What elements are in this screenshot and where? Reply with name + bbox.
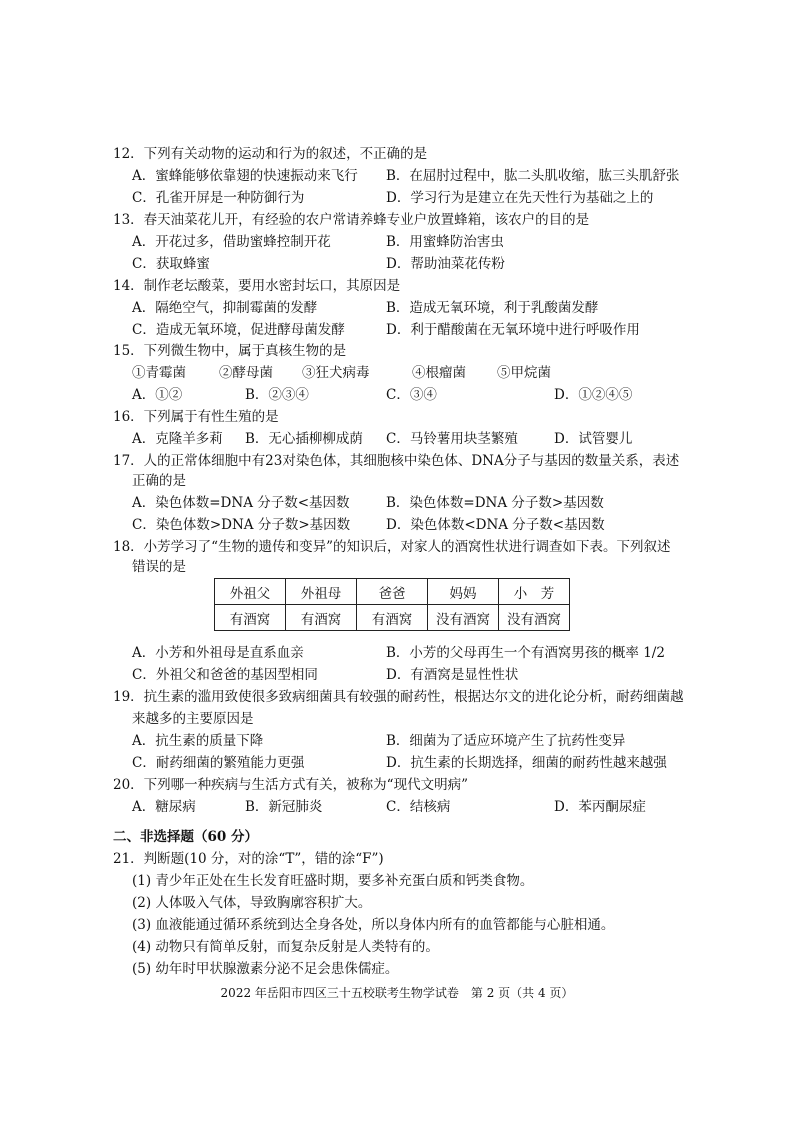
q20-option-d: D．苯丙酮尿症 <box>554 799 646 815</box>
q14-option-d: D．利于醋酸菌在无氧环境中进行呼吸作用 <box>386 322 640 338</box>
q19-stem-line1: 19．抗生素的滥用致使很多致病细菌具有较强的耐药性，根据达尔文的进化论分析，耐药细菌越 <box>113 689 684 705</box>
q17-option-a: A．染色体数=DNA 分子数<基因数 <box>132 495 350 511</box>
page-footer: 2022 年岳阳市四区三十五校联考生物学试卷 第 2 页（共 4 页） <box>220 986 574 1000</box>
q13-option-a: A．开花过多，借助蜜蜂控制开花 <box>132 234 331 250</box>
table-header-cell: 小 芳 <box>499 579 570 605</box>
q15-option-d: D．①②④⑤ <box>554 387 633 403</box>
q21-item-2: (2) 人体吸入气体，导致胸廓容积扩大。 <box>132 895 372 911</box>
q14-option-a: A．隔绝空气，抑制霉菌的发酵 <box>132 300 318 316</box>
table-cell: 有酒窝 <box>357 605 428 631</box>
q20-option-b: B．新冠肺炎 <box>245 799 323 815</box>
q17-stem-line1: 17．人的正常体细胞中有23对染色体，其细胞核中染色体、DNA分子与基因的数量关系，表述 <box>113 453 680 469</box>
q16-stem: 16．下列属于有性生殖的是 <box>113 409 279 425</box>
q14-option-c: C．造成无氧环境，促进酵母菌发酵 <box>132 322 345 338</box>
table-header-cell: 爸爸 <box>357 579 428 605</box>
q13-option-d: D．帮助油菜花传粉 <box>386 256 505 272</box>
q17-stem-line2: 正确的是 <box>132 473 186 489</box>
q18-stem-line1: 18．小芳学习了“生物的遗传和变异”的知识后，对家人的酒窝性状进行调查如下表。下列叙述 <box>113 539 671 555</box>
table-cell: 没有酒窝 <box>428 605 499 631</box>
table-cell: 没有酒窝 <box>499 605 570 631</box>
q20-option-a: A．糖尿病 <box>132 799 196 815</box>
q17-option-d: D．染色体数<DNA 分子数<基因数 <box>386 517 605 533</box>
q21-item-1: (1) 青少年正处在生长发育旺盛时期，要多补充蛋白质和钙类食物。 <box>132 873 534 889</box>
q12-option-c: C．孔雀开屏是一种防御行为 <box>132 190 305 206</box>
q21-item-3: (3) 血液能通过循环系统到达全身各处，所以身体内所有的血管都能与心脏相通。 <box>132 917 615 933</box>
q12-stem: 12．下列有关动物的运动和行为的叙述，不正确的是 <box>113 146 428 162</box>
table-cell: 有酒窝 <box>215 605 286 631</box>
q16-option-c: C．马铃薯用块茎繁殖 <box>386 431 518 447</box>
q19-option-c: C．耐药细菌的繁殖能力更强 <box>132 755 305 771</box>
q16-option-b: B．无心插柳柳成荫 <box>245 431 363 447</box>
q15-option-b: B．②③④ <box>245 387 309 403</box>
q17-option-b: B．染色体数=DNA 分子数>基因数 <box>386 495 604 511</box>
table-header-row <box>215 579 570 605</box>
q20-option-c: C．结核病 <box>386 799 451 815</box>
q21-item-4: (4) 动物只有简单反射，而复杂反射是人类特有的。 <box>132 939 439 955</box>
q15-item-3: ③狂犬病毒 <box>302 365 370 381</box>
q18-option-d: D．有酒窝是显性性状 <box>386 667 519 683</box>
q21-item-5: (5) 幼年时甲状腺激素分泌不足会患侏儒症。 <box>132 961 399 977</box>
q15-item-1: ①青霉菌 <box>132 365 186 381</box>
table-header-cell: 妈妈 <box>428 579 499 605</box>
q15-stem: 15．下列微生物中，属于真核生物的是 <box>113 343 347 359</box>
q13-option-c: C．获取蜂蜜 <box>132 256 210 272</box>
q13-option-b: B．用蜜蜂防治害虫 <box>386 234 504 250</box>
q15-option-c: C．③④ <box>386 387 437 403</box>
table-cell: 有酒窝 <box>286 605 357 631</box>
table-header-cell: 外祖父 <box>215 579 286 605</box>
q18-option-c: C．外祖父和爸爸的基因型相同 <box>132 667 318 683</box>
q15-item-4: ④根瘤菌 <box>412 365 466 381</box>
q14-stem: 14．制作老坛酸菜，要用水密封坛口，其原因是 <box>113 278 401 294</box>
q17-option-c: C．染色体数>DNA 分子数>基因数 <box>132 517 351 533</box>
table-row <box>215 605 570 631</box>
section2-title: 二、非选择题（60 分） <box>113 829 258 845</box>
q12-option-b: B．在屈肘过程中，肱二头肌收缩，肱三头肌舒张 <box>386 168 680 184</box>
q19-option-b: B．细菌为了适应环境产生了抗药性变异 <box>386 733 626 749</box>
q18-option-a: A．小芳和外祖母是直系血亲 <box>132 645 304 661</box>
dimple-survey-table <box>214 578 570 631</box>
q21-stem: 21．判断题(10 分，对的涂“T”，错的涂“F”) <box>113 851 384 867</box>
q19-option-d: D．抗生素的长期选择，细菌的耐药性越来越强 <box>386 755 667 771</box>
q16-option-a: A．克隆羊多莉 <box>132 431 223 447</box>
q12-option-d: D．学习行为是建立在先天性行为基础之上的 <box>386 190 654 206</box>
q14-option-b: B．造成无氧环境，利于乳酸菌发酵 <box>386 300 599 316</box>
q12-option-a: A．蜜蜂能够依靠翅的快速振动来飞行 <box>132 168 358 184</box>
q20-stem: 20．下列哪一种疾病与生活方式有关，被称为“现代文明病” <box>113 777 468 793</box>
q13-stem: 13．春天油菜花儿开，有经验的农户常请养蜂专业户放置蜂箱，该农户的目的是 <box>113 212 590 228</box>
q15-option-a: A．①② <box>132 387 183 403</box>
q19-stem-line2: 来越多的主要原因是 <box>132 711 254 727</box>
q15-item-5: ⑤甲烷菌 <box>497 365 551 381</box>
q18-stem-line2: 错误的是 <box>132 559 186 575</box>
q19-option-a: A．抗生素的质量下降 <box>132 733 264 749</box>
q16-option-d: D．试管婴儿 <box>554 431 633 447</box>
q18-option-b: B．小芳的父母再生一个有酒窝男孩的概率 1/2 <box>386 645 665 661</box>
q15-item-2: ②酵母菌 <box>219 365 273 381</box>
table-header-cell: 外祖母 <box>286 579 357 605</box>
